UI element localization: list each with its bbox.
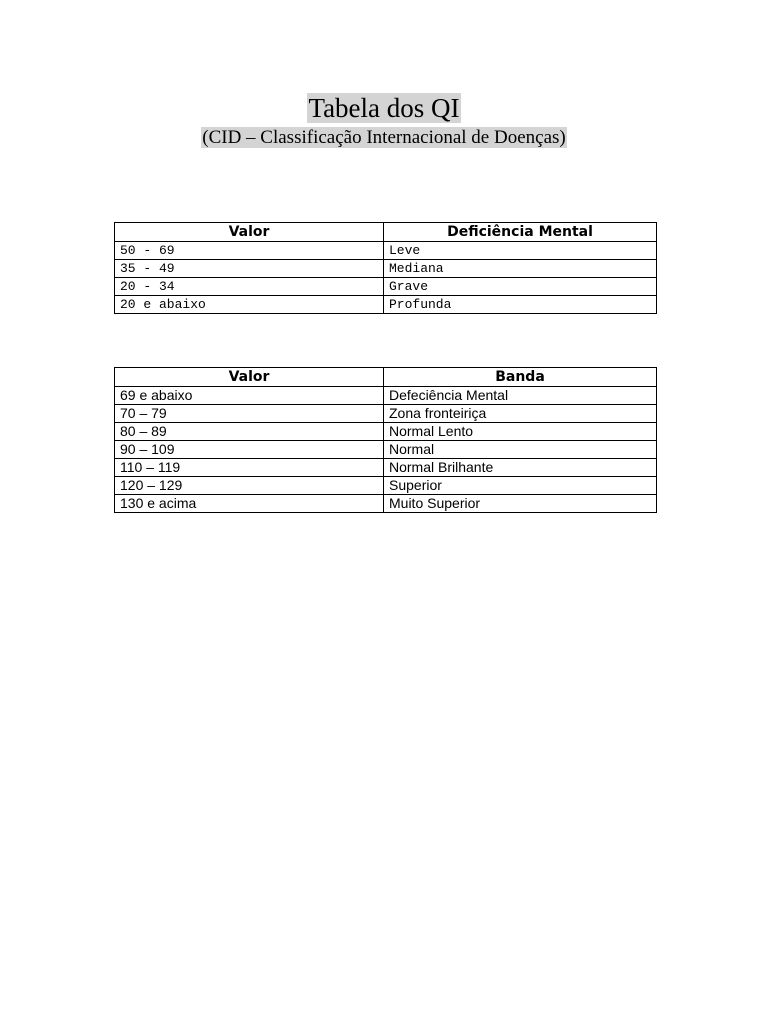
cell-valor: 70 – 79 <box>115 405 384 423</box>
table-row <box>115 242 657 260</box>
cell-deficiencia: Leve <box>384 242 657 260</box>
cell-valor: 120 – 129 <box>115 477 384 495</box>
cell-banda: Muito Superior <box>384 495 657 513</box>
cell-valor: 50 - 69 <box>115 242 384 260</box>
table-row <box>115 423 657 441</box>
table-header-row <box>115 368 657 387</box>
table-row <box>115 405 657 423</box>
cell-valor: 35 - 49 <box>115 260 384 278</box>
cell-banda: Zona fronteiriça <box>384 405 657 423</box>
cell-valor: 69 e abaixo <box>115 387 384 405</box>
table-row <box>115 459 657 477</box>
cell-valor: 20 e abaixo <box>115 296 384 314</box>
table-row <box>115 495 657 513</box>
cell-banda: Normal Lento <box>384 423 657 441</box>
cell-banda: Superior <box>384 477 657 495</box>
cell-deficiencia: Grave <box>384 278 657 296</box>
table-row <box>115 260 657 278</box>
header-banda: Banda <box>384 368 657 387</box>
table-banda <box>114 367 657 513</box>
cell-valor: 90 – 109 <box>115 441 384 459</box>
cell-banda: Normal <box>384 441 657 459</box>
table-row <box>115 387 657 405</box>
table-row <box>115 278 657 296</box>
page-subtitle <box>0 126 768 150</box>
header-valor: Valor <box>115 368 384 387</box>
header-deficiencia-mental: Deficiência Mental <box>384 223 657 242</box>
cell-valor: 20 - 34 <box>115 278 384 296</box>
cell-deficiencia: Mediana <box>384 260 657 278</box>
table-header-row <box>115 223 657 242</box>
table-row <box>115 477 657 495</box>
header-valor: Valor <box>115 223 384 242</box>
cell-deficiencia: Profunda <box>384 296 657 314</box>
cell-valor: 130 e acima <box>115 495 384 513</box>
cell-banda: Defeciência Mental <box>384 387 657 405</box>
page-subtitle-text: (CID – Classificação Internacional de Doenças) <box>202 127 566 148</box>
cell-valor: 80 – 89 <box>115 423 384 441</box>
page-title-text: Tabela dos QI <box>308 93 460 123</box>
cell-banda: Normal Brilhante <box>384 459 657 477</box>
table-deficiencia-mental <box>114 222 657 314</box>
cell-valor: 110 – 119 <box>115 459 384 477</box>
page-title <box>0 92 768 124</box>
table-row <box>115 296 657 314</box>
table-row <box>115 441 657 459</box>
